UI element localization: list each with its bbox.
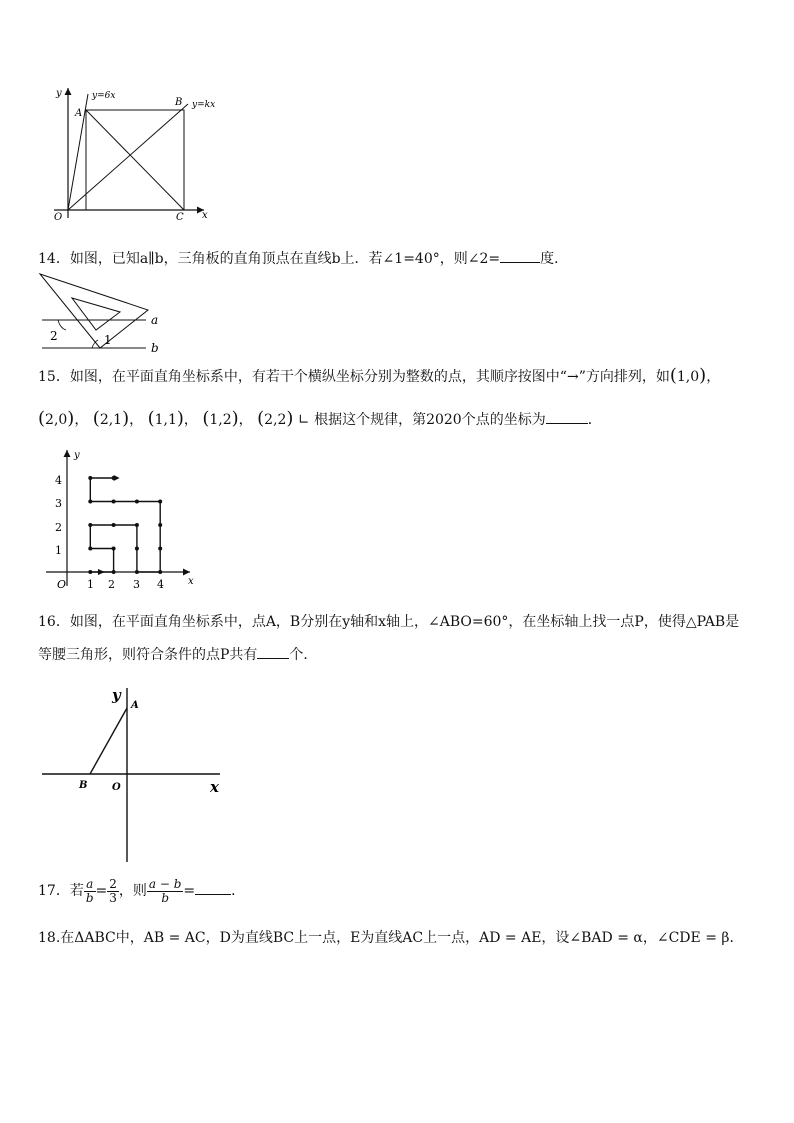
fraction-a-minus-b-over-b: $\frac{a - b}{b}$ (148, 876, 182, 905)
label-a: a (151, 313, 159, 327)
segment-ab (90, 708, 127, 774)
point-1-1: 1,1 (154, 412, 177, 428)
direction-arrow (98, 569, 105, 575)
answer-blank-17[interactable] (195, 880, 231, 895)
lattice-point (158, 547, 162, 551)
label-y: y (56, 88, 62, 99)
question-15-line-2: (2,0)， (2,1)， (1,1)， (1,2)， (2,2) ∟ 根据这个规律，第2020个点的坐标为 ． (38, 408, 602, 429)
diagonal-ac (86, 110, 184, 210)
lattice-point (88, 476, 92, 480)
lattice-point (112, 500, 116, 504)
question-18-text: 18.在ΔABC中，AB = AC，D为直线BC上一点，E为直线AC上一点，AD = AE，设∠BAD = α，∠CDE = β． (38, 930, 744, 946)
point-1-2: 1,2 (209, 412, 232, 428)
question-16-text-2: 等腰三角形，则符合条件的点P共有 (38, 647, 258, 663)
lattice-point (158, 523, 162, 527)
lattice-point (135, 570, 139, 574)
point-2-1: 2,1 (99, 412, 123, 428)
lattice-point (88, 547, 92, 551)
label-o: O (112, 782, 121, 793)
point-2-2: 2,2 (264, 412, 287, 428)
label-b: B (79, 780, 88, 791)
label-line-6x: y=6x (92, 91, 116, 101)
lattice-point (135, 523, 139, 527)
label-x: x (210, 778, 219, 796)
label-o: O (54, 212, 63, 223)
question-16-line-1 (38, 612, 739, 632)
label-line-kx: y=kx (192, 100, 216, 110)
lattice-point (112, 547, 116, 551)
point-1-0: 1,0 (676, 369, 700, 385)
y-tick-3: 3 (55, 497, 62, 510)
lattice-point (88, 523, 92, 527)
question-15-tail: ∟ 根据这个规律，第2020个点的坐标为 (297, 412, 546, 428)
answer-blank-15[interactable] (546, 409, 588, 424)
figure-set-square (36, 272, 166, 356)
label-b: b (151, 341, 159, 355)
y-tick-4: 4 (55, 474, 62, 487)
label-b: B (175, 97, 183, 108)
direction-arrow (114, 475, 120, 481)
figure-rectangle-oabc (48, 84, 220, 224)
angle-2-arc (58, 320, 66, 330)
label-a: A (75, 108, 83, 119)
lattice-point (158, 500, 162, 504)
x-tick-2: 2 (108, 578, 115, 591)
label-x: x (202, 210, 208, 221)
label-a: A (131, 700, 139, 711)
question-15-text: 15．如图，在平面直角坐标系中，有若干个横纵坐标分别为整数的点，其顺序按图中“→”方向排列，如 (38, 369, 670, 385)
x-tick-4: 4 (157, 578, 164, 591)
figure-spiral-points (42, 446, 202, 594)
question-16-text-1: 16．如图，在平面直角坐标系中，点A，B分别在y轴和x轴上，∠ABO=60°，在坐标轴上找一点P，使得△PAB是 (38, 614, 740, 630)
question-14-text: 14．如图，已知a∥b，三角板的直角顶点在直线b上．若∠1=40°，则∠2= (38, 251, 501, 267)
question-17: 17．若 $\frac{a}{b}$ = $\frac{2}{3}$ ，则 $\frac{a - b}{b}$ = ． (38, 876, 246, 905)
question-18 (38, 928, 743, 948)
label-2: 2 (50, 329, 58, 343)
lattice-point (135, 500, 139, 504)
question-15-line-1: 15．如图，在平面直角坐标系中，有若干个横纵坐标分别为整数的点，其顺序按图中“→”方向排列，如(1,0)， (38, 365, 721, 386)
lattice-point (112, 570, 116, 574)
answer-blank-16[interactable] (257, 644, 289, 659)
label-y: y (112, 686, 121, 704)
fraction-a-over-b: $\frac{a}{b}$ (85, 876, 94, 905)
question-14 (38, 248, 568, 269)
label-c: C (176, 212, 184, 223)
point-2-0: 2,0 (45, 412, 68, 428)
x-tick-3: 3 (133, 578, 140, 591)
set-square-inner (72, 298, 120, 330)
question-14-suffix: 度． (540, 251, 569, 267)
figure-triangle-aob (40, 684, 230, 866)
lattice-point (135, 547, 139, 551)
lattice-point (112, 523, 116, 527)
spiral-path (90, 478, 160, 572)
label-1: 1 (104, 333, 112, 347)
x-tick-1: 1 (87, 578, 94, 591)
question-16-line-2: 等腰三角形，则符合条件的点P共有 个． (38, 644, 317, 665)
label-x: x (188, 576, 194, 587)
label-o: O (57, 578, 67, 591)
answer-blank-14[interactable] (500, 248, 540, 263)
lattice-point (158, 570, 162, 574)
label-y: y (74, 450, 80, 461)
lattice-point (88, 500, 92, 504)
lattice-point (88, 570, 92, 574)
y-tick-1: 1 (55, 544, 62, 557)
y-tick-2: 2 (55, 521, 62, 534)
fraction-2-over-3: $\frac{2}{3}$ (109, 876, 117, 905)
